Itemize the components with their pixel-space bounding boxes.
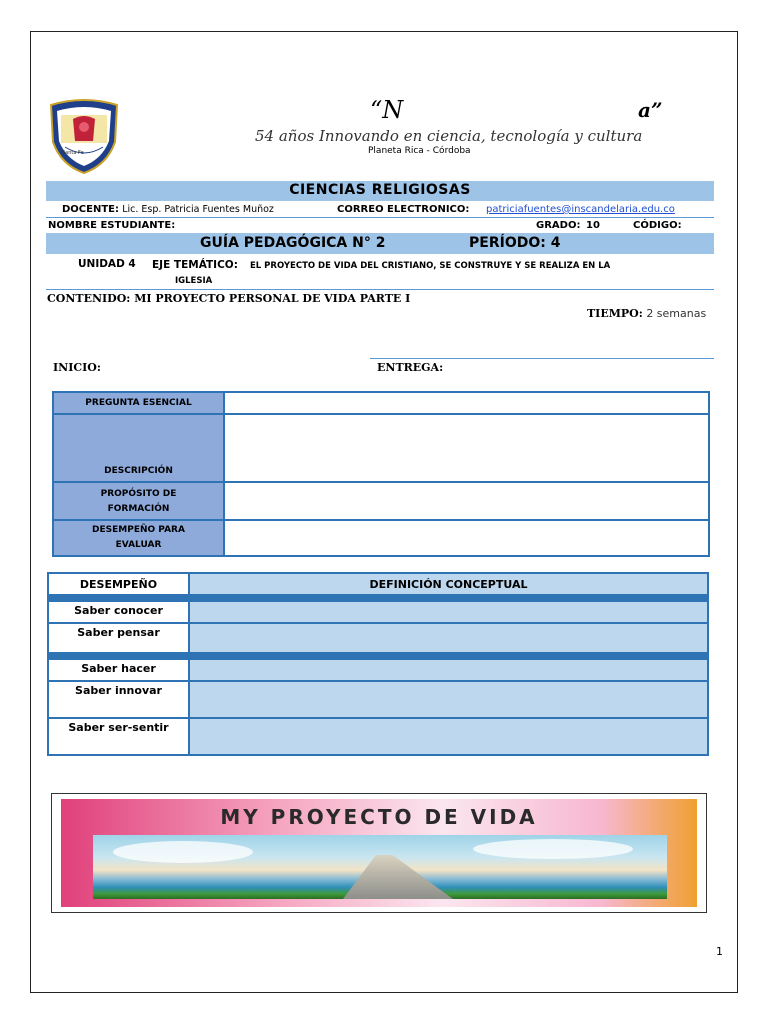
descripcion-label: DESCRIPCIÓN bbox=[53, 414, 224, 482]
school-location: Planeta Rica - Córdoba bbox=[368, 146, 471, 156]
table-row bbox=[53, 414, 709, 482]
banner-image-frame bbox=[51, 793, 707, 913]
docente-row bbox=[62, 204, 274, 215]
table-row bbox=[48, 623, 708, 653]
saber-conocer-label: Saber conocer bbox=[48, 601, 189, 623]
docente-value: Lic. Esp. Patricia Fuentes Muñoz bbox=[122, 204, 274, 215]
tiempo-value: 2 semanas bbox=[646, 307, 707, 320]
saber-hacer-cell[interactable] bbox=[189, 659, 708, 681]
grado-label: GRADO: bbox=[536, 220, 581, 231]
saber-pensar-label: Saber pensar bbox=[48, 623, 189, 653]
table-header-row bbox=[48, 573, 708, 595]
saber-ser-sentir-cell[interactable] bbox=[189, 718, 708, 755]
desempeno-evaluar-label bbox=[53, 520, 224, 556]
estudiante-label: NOMBRE ESTUDIANTE: bbox=[48, 220, 176, 231]
banner-image bbox=[61, 799, 697, 907]
table-row bbox=[48, 601, 708, 623]
contenido-label: CONTENIDO: bbox=[47, 292, 131, 305]
desempeno-evaluar-line2: EVALUAR bbox=[115, 540, 162, 550]
saber-pensar-cell[interactable] bbox=[189, 623, 708, 653]
entrega-label: ENTREGA: bbox=[377, 361, 444, 374]
table-row bbox=[48, 659, 708, 681]
pregunta-value-cell[interactable] bbox=[224, 392, 709, 414]
saber-conocer-cell[interactable] bbox=[189, 601, 708, 623]
page-number: 1 bbox=[716, 945, 723, 958]
correo-link[interactable]: patriciafuentes@inscandelaria.edu.co bbox=[486, 204, 675, 215]
guia-title: GUÍA PEDAGÓGICA N° 2 bbox=[200, 235, 386, 251]
inicio-label: INICIO: bbox=[53, 361, 101, 374]
saber-innovar-label: Saber innovar bbox=[48, 681, 189, 718]
table-row bbox=[48, 681, 708, 718]
banner-title: MY PROYECTO DE VIDA bbox=[220, 805, 538, 829]
grado-value: 10 bbox=[586, 220, 600, 231]
periodo-title: PERÍODO: 4 bbox=[469, 235, 561, 251]
saber-innovar-cell[interactable] bbox=[189, 681, 708, 718]
codigo-label: CÓDIGO: bbox=[633, 220, 682, 231]
correo-label: CORREO ELECTRONICO: bbox=[337, 204, 470, 215]
tiempo-label: TIEMPO: bbox=[587, 307, 643, 320]
proposito-value-cell[interactable] bbox=[224, 482, 709, 520]
table-row bbox=[53, 482, 709, 520]
docente-label: DOCENTE: bbox=[62, 204, 119, 215]
subject-title: CIENCIAS RELIGIOSAS bbox=[289, 182, 471, 198]
unidad-label: UNIDAD 4 bbox=[78, 258, 136, 270]
saber-hacer-label: Saber hacer bbox=[48, 659, 189, 681]
desempeno-evaluar-value-cell[interactable] bbox=[224, 520, 709, 556]
desempeno-evaluar-line1: DESEMPEÑO PARA bbox=[92, 525, 185, 535]
entrega-line bbox=[370, 358, 714, 359]
stairway-path bbox=[343, 855, 453, 899]
table-row bbox=[53, 392, 709, 414]
proposito-label-line1: PROPÓSITO DE bbox=[100, 489, 177, 499]
proposito-label-line2: FORMACIÓN bbox=[107, 504, 170, 514]
logo-text: Santa Fe bbox=[62, 150, 84, 156]
divider-line bbox=[46, 217, 714, 218]
descripcion-value-cell[interactable] bbox=[224, 414, 709, 482]
performance-table bbox=[47, 572, 709, 756]
col-definicion-header: DEFINICIÓN CONCEPTUAL bbox=[189, 573, 708, 595]
eje-label: EJE TEMÁTICO: bbox=[152, 259, 238, 271]
cloud-shape bbox=[113, 841, 253, 863]
banner-scene bbox=[93, 835, 667, 899]
pregunta-label: PREGUNTA ESENCIAL bbox=[53, 392, 224, 414]
contenido-row bbox=[47, 292, 410, 305]
info-table bbox=[52, 391, 710, 557]
cloud-shape bbox=[473, 839, 633, 859]
school-name-end: a” bbox=[638, 98, 663, 122]
proposito-label bbox=[53, 482, 224, 520]
divider-line-2 bbox=[46, 289, 714, 290]
tiempo-row bbox=[587, 307, 706, 320]
col-desempeno-header: DESEMPEÑO bbox=[48, 573, 189, 595]
contenido-value: MI PROYECTO PERSONAL DE VIDA PARTE I bbox=[134, 292, 411, 305]
saber-ser-sentir-label: Saber ser-sentir bbox=[48, 718, 189, 755]
table-row bbox=[48, 718, 708, 755]
school-name-start: “N bbox=[370, 96, 404, 124]
eje-value-line1: EL PROYECTO DE VIDA DEL CRISTIANO, SE CONSTRUYE Y SE REALIZA EN LA bbox=[250, 261, 611, 271]
eje-value-line2: IGLESIA bbox=[175, 276, 213, 286]
school-slogan: 54 años Innovando en ciencia, tecnología y cultura bbox=[255, 127, 643, 145]
table-row bbox=[53, 520, 709, 556]
school-crest-logo bbox=[45, 97, 123, 175]
